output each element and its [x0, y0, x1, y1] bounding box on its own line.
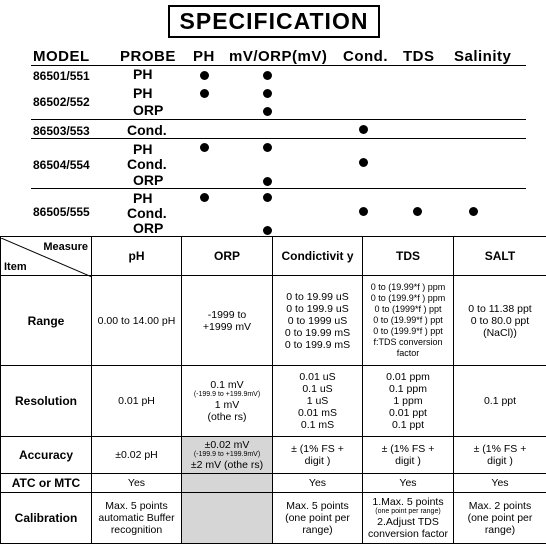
range-salt-line: 0 to 80.0 ppt [470, 314, 530, 327]
range-tds-line: factor [396, 348, 420, 358]
column-header-orp: ORP [182, 237, 273, 276]
calibration-ph-line: automatic Buffer [98, 512, 175, 524]
column-header-tds: TDS [363, 237, 454, 276]
range-cond-line: 0 to 19.99 uS [286, 290, 349, 303]
resolution-orp-note: (-199.9 to +199.9mV) [193, 391, 261, 398]
calibration-salt-line: (one point per [467, 512, 533, 524]
row-label-resolution: Resolution [1, 366, 92, 437]
calibration-tds-line: 1.Max. 5 points [372, 496, 444, 508]
divider [31, 188, 526, 189]
probe-name: Cond. [127, 122, 167, 138]
feature-dot [469, 207, 478, 216]
probe-name: PH [133, 66, 153, 82]
calibration-tds-line: 2.Adjust TDS [377, 516, 439, 528]
resolution-cond-line: 0.1 mS [300, 419, 335, 431]
row-label-range: Range [1, 276, 92, 366]
range-tds-line: f:TDS conversion [373, 337, 443, 347]
range-orp-line: +1999 mV [202, 320, 252, 333]
resolution-cond-line: 0.01 uS [299, 371, 336, 383]
table-row [1, 366, 546, 437]
feature-dot [263, 89, 272, 98]
accuracy-conductivity [273, 437, 363, 474]
calibration-cond-line: (one point per [285, 512, 350, 524]
resolution-cond-line: 1 uS [306, 395, 329, 407]
range-cond-line: 0 to 199.9 uS [286, 302, 349, 315]
probe-name: ORP [133, 172, 164, 188]
accuracy-orp-note: (-199.9 to +199.9mV) [193, 451, 261, 458]
table-row [1, 437, 546, 474]
accuracy-salt-line: ± (1% FS + [473, 443, 527, 455]
feature-dot [359, 125, 368, 134]
probe-name: ORP [133, 102, 164, 118]
calibration-cond-line: range) [302, 524, 333, 536]
spec-table [0, 236, 546, 544]
ph-header: PH [193, 48, 215, 65]
resolution-tds [363, 366, 454, 437]
range-orp-line: -1999 to [207, 308, 247, 321]
resolution-tds-line: 1 ppm [393, 395, 423, 407]
tds-header: TDS [403, 48, 435, 65]
feature-dot [359, 158, 368, 167]
accuracy-salt [454, 437, 546, 474]
calibration-ph-line: recognition [110, 524, 163, 536]
resolution-orp-line: 1 mV [214, 399, 240, 411]
resolution-orp-line: 0.1 mV [210, 379, 244, 391]
range-salt [454, 276, 546, 366]
divider [31, 119, 526, 120]
model-number: 86502/552 [33, 95, 90, 109]
range-tds-line: 0 to (199.9*f ) ppm [370, 293, 446, 303]
model-number: 86503/553 [33, 124, 90, 138]
feature-dot [263, 226, 272, 235]
model-number: 86504/554 [33, 158, 90, 172]
range-cond-line: 0 to 1999 uS [287, 314, 348, 327]
feature-dot [263, 143, 272, 152]
accuracy-tds-line: digit ) [395, 455, 421, 467]
atc-orp [182, 474, 273, 493]
divider [31, 65, 526, 66]
feature-dot [263, 71, 272, 80]
model-number: 86501/551 [33, 69, 90, 83]
accuracy-ph: ±0.02 pH [92, 437, 182, 474]
accuracy-cond-line: ± (1% FS + [291, 443, 344, 455]
atc-conductivity: Yes [273, 474, 363, 493]
accuracy-tds-line: ± (1% FS + [381, 443, 435, 455]
calibration-cond-line: Max. 5 points [286, 500, 349, 512]
calibration-tds-line: conversion factor [368, 528, 448, 540]
column-header-salt: SALT [454, 237, 546, 276]
range-conductivity [273, 276, 363, 366]
corner-cell [1, 237, 92, 276]
resolution-tds-line: 0.1 ppt [391, 419, 425, 431]
resolution-cond-line: 0.01 mS [297, 407, 338, 419]
atc-salt: Yes [454, 474, 546, 493]
table-header-row [1, 237, 546, 276]
calibration-tds [363, 493, 454, 544]
resolution-tds-line: 0.01 ppm [386, 371, 430, 383]
resolution-conductivity [273, 366, 363, 437]
resolution-cond-line: 0.1 uS [302, 383, 333, 395]
resolution-orp [182, 366, 273, 437]
feature-dot [200, 143, 209, 152]
accuracy-salt-line: digit ) [487, 455, 513, 467]
item-label: Item [4, 260, 27, 273]
resolution-tds-line: 0.01 ppt [389, 407, 427, 419]
page-title: SPECIFICATION [168, 5, 380, 38]
table-row [1, 474, 546, 493]
probe-name: Cond. [127, 156, 167, 172]
probe-name: PH [133, 141, 153, 157]
resolution-ph: 0.01 pH [92, 366, 182, 437]
row-label-accuracy: Accuracy [1, 437, 92, 474]
accuracy-orp [182, 437, 273, 474]
range-tds [363, 276, 454, 366]
calibration-salt [454, 493, 546, 544]
calibration-ph [92, 493, 182, 544]
resolution-orp-line: (othe rs) [207, 411, 247, 423]
feature-dot [359, 207, 368, 216]
range-tds-line: 0 to (199.9*f ) ppt [373, 326, 443, 336]
column-header-conductivity: Condictivit y [273, 237, 363, 276]
row-label-atc: ATC or MTC [1, 474, 92, 493]
row-label-calibration: Calibration [1, 493, 92, 544]
probe-name: PH [133, 85, 153, 101]
orp-header: mV/ORP(mV) [229, 48, 328, 65]
cond-header: Cond. [343, 48, 388, 65]
feature-dot [413, 207, 422, 216]
column-header-ph: pH [92, 237, 182, 276]
probe-name: ORP [133, 220, 164, 236]
feature-dot [200, 89, 209, 98]
range-tds-line: 0 to (1999*f ) ppt [374, 304, 442, 314]
table-row [1, 493, 546, 544]
accuracy-orp-line: ±0.02 mV [204, 439, 250, 451]
accuracy-orp-line: ±2 mV (othe rs) [190, 459, 264, 471]
range-tds-line: 0 to (19.99*f ) ppm [370, 282, 446, 292]
atc-ph: Yes [92, 474, 182, 493]
atc-tds: Yes [363, 474, 454, 493]
divider [31, 138, 526, 139]
calibration-salt-line: range) [484, 524, 516, 536]
resolution-salt: 0.1 ppt [454, 366, 546, 437]
probe-name: Cond. [127, 205, 167, 221]
probe-header: PROBE [120, 48, 176, 65]
feature-dot [200, 71, 209, 80]
table-row [1, 276, 546, 366]
range-salt-line: 0 to 11.38 ppt [468, 302, 532, 315]
range-salt-line: (NaCl)) [483, 326, 517, 339]
range-tds-line: 0 to (19.99*f ) ppt [373, 315, 443, 325]
range-cond-line: 0 to 199.9 mS [284, 338, 351, 351]
calibration-conductivity [273, 493, 363, 544]
accuracy-cond-line: digit ) [304, 455, 331, 467]
resolution-tds-line: 0.1 ppm [389, 383, 427, 395]
calibration-tds-note: (one point per range) [375, 508, 441, 515]
calibration-orp [182, 493, 273, 544]
model-header: MODEL [33, 48, 90, 65]
feature-dot [263, 177, 272, 186]
probe-name: PH [133, 190, 153, 206]
feature-dot [263, 193, 272, 202]
measure-label: Measure [43, 240, 88, 253]
model-number: 86505/555 [33, 205, 90, 219]
feature-dot [263, 107, 272, 116]
salinity-header: Salinity [454, 48, 512, 65]
calibration-ph-line: Max. 5 points [105, 500, 168, 512]
calibration-salt-line: Max. 2 points [468, 500, 532, 512]
accuracy-tds [363, 437, 454, 474]
range-cond-line: 0 to 19.99 mS [284, 326, 351, 339]
range-ph: 0.00 to 14.00 pH [92, 276, 182, 366]
feature-dot [200, 193, 209, 202]
range-orp [182, 276, 273, 366]
